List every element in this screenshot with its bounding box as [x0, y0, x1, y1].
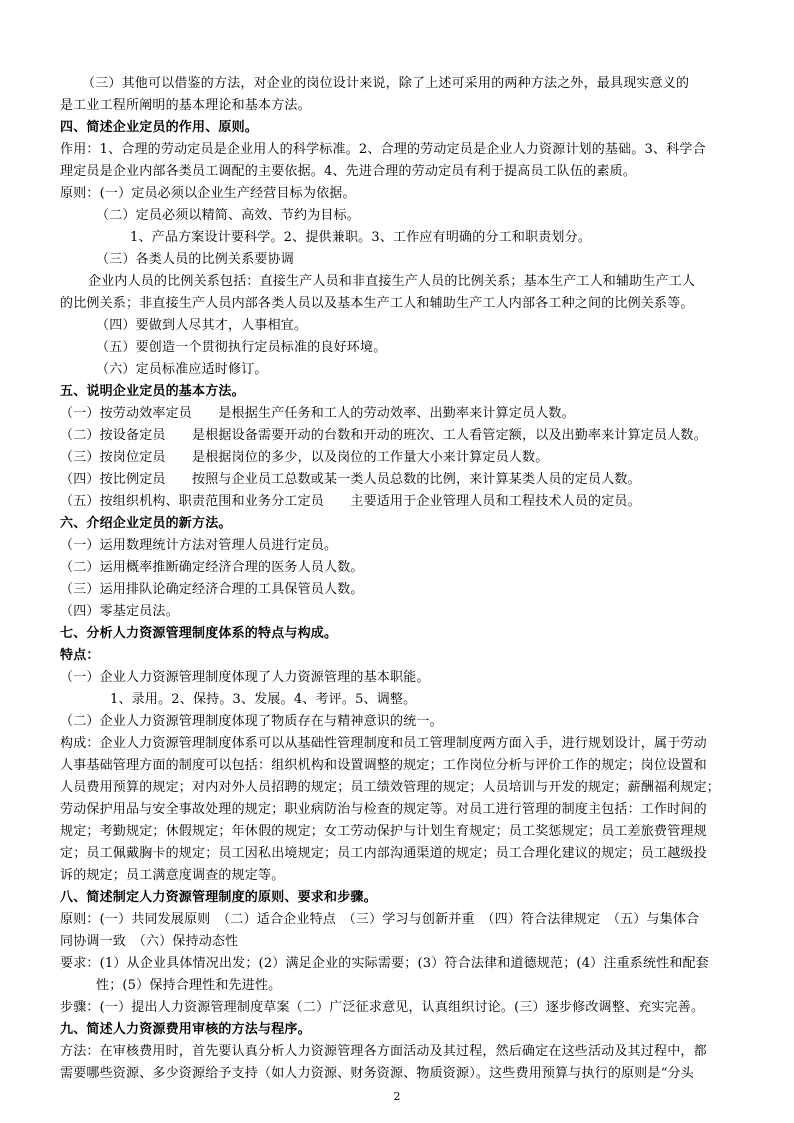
paragraph-line: （五）按组织机构、职责范围和业务分工定员 主要适用于企业管理人员和工程技术人员的定员。: [60, 494, 641, 509]
section-heading: 七、分析人力资源管理制度体系的特点与构成。: [60, 626, 338, 641]
paragraph-line: （三）其他可以借鉴的方法，对企业的岗位设计来说，除了上述可采用的两种方法之外，最具现实意义的: [82, 76, 690, 91]
paragraph-line: （二）企业人力资源管理制度体现了物质存在与精神意识的统一。: [60, 714, 443, 729]
paragraph-line: 人事基础管理方面的制度可以包括：组织机构和设置调整的规定；工作岗位分析与评价工作的规定；岗位设置和: [60, 758, 707, 773]
paragraph-line: 1、录用。2、保持。3、发展。4、考评。5、调整。: [110, 692, 417, 707]
paragraph-line: 人员费用预算的规定；对内对外人员招聘的规定；员工绩效管理的规定；人员培训与开发的规定；薪酬福利规定；: [60, 780, 721, 795]
paragraph-line: （二）运用概率推断确定经济合理的医务人员人数。: [60, 560, 364, 575]
paragraph-line: （二）按设备定员 是根据设备需要开动的台数和开动的班次、工人看管定额，以及出勤率来计算定员人数。: [60, 428, 707, 443]
paragraph-line: （一）企业人力资源管理制度体现了人力资源管理的基本职能。: [60, 670, 430, 685]
paragraph-line: 规定；考勤规定；休假规定；年休假的规定；女工劳动保护与计划生育规定；员工奖惩规定；员工差旅费管理规: [60, 824, 707, 839]
section-heading: 五、说明企业定员的基本方法。: [60, 384, 245, 399]
paragraph-line: 劳动保护用品与安全事故处理的规定；职业病防治与检查的规定等。对员工进行管理的制度主包括：工作时间的: [60, 802, 707, 817]
paragraph-line: 需要哪些资源、多少资源给予支持（如人力资源、财务资源、物质资源）。这些费用预算与执行的原则是“分头: [60, 1066, 694, 1081]
section-heading: 四、简述企业定员的作用、原则。: [60, 120, 259, 135]
paragraph-line: （四）零基定员法。: [60, 604, 179, 619]
paragraph-line: 的比例关系；非直接生产人员内部各类人员以及基本生产工人和辅助生产工人内部各工种之间的比例关系等。: [60, 296, 694, 311]
paragraph-line: 原则：(一）共同发展原则 （二）适合企业特点 （三）学习与创新并重 （四）符合法律规定 （五）与集体合: [60, 912, 700, 927]
paragraph-line: （三）各类人员的比例关系要协调: [96, 252, 295, 267]
paragraph-line: （五）要创造一个贯彻执行定员标准的良好环境。: [96, 340, 387, 355]
paragraph-line: （四）要做到人尽其才，人事相宜。: [96, 318, 308, 333]
paragraph-line: （六）定员标准应适时修订。: [96, 362, 268, 377]
paragraph-line: 作用：1、合理的劳动定员是企业用人的科学标准。2、合理的劳动定员是企业人力资源计划的基础。3、科学合: [60, 142, 706, 157]
paragraph-line: 是工业工程所阐明的基本理论和基本方法。: [60, 98, 311, 113]
section-heading: 九、简述人力资源费用审核的方法与程序。: [60, 1022, 311, 1037]
paragraph-line: 原则：(一）定员必须以企业生产经营目标为依据。: [60, 186, 356, 201]
paragraph-line: （一）运用数理统计方法对管理人员进行定员。: [60, 538, 338, 553]
paragraph-line: （三）按岗位定员 是根据岗位的多少，以及岗位的工作量大小来计算定员人数。: [60, 450, 549, 465]
paragraph-line: 构成：企业人力资源管理制度体系可以从基础性管理制度和员工管理制度两方面入手，进行规划设计，属于劳动: [60, 736, 707, 751]
paragraph-line: 诉的规定；员工满意度调查的规定等。: [60, 868, 285, 883]
paragraph-line: 企业内人员的比例关系包括：直接生产人员和非直接生产人员的比例关系；基本生产工人和辅助生产工人: [88, 274, 696, 289]
paragraph-line: 方法：在审核费用时，首先要认真分析人力资源管理各方面活动及其过程，然后确定在这些活动及其过程中，都: [60, 1044, 707, 1059]
section-heading: 八、简述制定人力资源管理制度的原则、要求和步骤。: [60, 890, 377, 905]
paragraph-line: 要求：(1）从企业具体情况出发；(2）满足企业的实际需要；(3）符合法律和道德规范；(4）注重系统性和配套: [60, 956, 709, 971]
paragraph-line: 步骤：(一）提出人力资源管理制度草案（二）广泛征求意见，认真组织讨论。(三）逐步修改调整、充实完善。: [60, 1000, 705, 1015]
paragraph-line: 性；(5）保持合理性和先进性。: [96, 978, 282, 993]
paragraph-line: 理定员是企业内部各类员工调配的主要依据。4、先进合理的劳动定员有利于提高员工队伍的素质。: [60, 164, 637, 179]
paragraph-line: （二）定员必须以精简、高效、节约为目标。: [96, 208, 361, 223]
subheading: 特点：: [60, 648, 100, 663]
paragraph-line: 1、产品方案设计要科学。2、提供兼职。3、工作应有明确的分工和职责划分。: [130, 230, 592, 245]
page-number: 2: [393, 1090, 401, 1103]
paragraph-line: 同协调一致 （六）保持动态性: [60, 934, 239, 949]
paragraph-line: 定；员工佩戴胸卡的规定；员工因私出境规定；员工内部沟通渠道的规定；员工合理化建议的规定；员工越级投: [60, 846, 707, 861]
paragraph-line: （三）运用排队论确定经济合理的工具保管员人数。: [60, 582, 364, 597]
paragraph-line: （四）按比例定员 按照与企业员工总数或某一类人员总数的比例，来计算某类人员的定员人数。: [60, 472, 641, 487]
section-heading: 六、介绍企业定员的新方法。: [60, 516, 232, 531]
paragraph-line: （一）按劳动效率定员 是根据生产任务和工人的劳动效率、出勤率来计算定员人数。: [60, 406, 575, 421]
